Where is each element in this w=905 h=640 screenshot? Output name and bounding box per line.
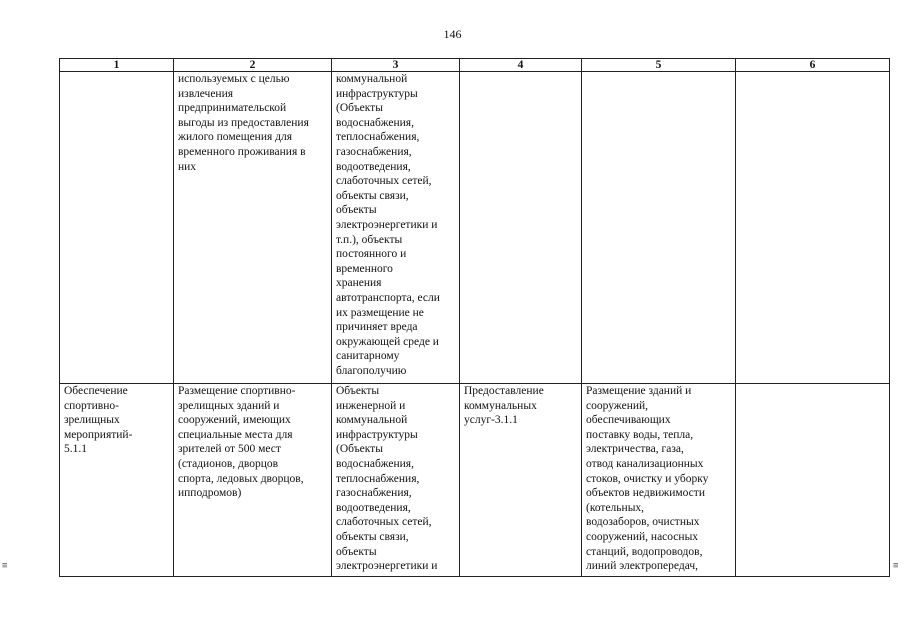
table-cell [582, 72, 736, 384]
table-cell [736, 72, 890, 384]
table-cell [460, 72, 582, 384]
column-header-4: 4 [460, 59, 582, 72]
column-header-6: 6 [736, 59, 890, 72]
table-cell: используемых с целью извлечения предпринимательской выгоды из предоставления жилого помещения для временного проживания в них [174, 72, 332, 384]
right-edge-mark: ≡ [893, 561, 899, 571]
table-cell: Размещение зданий и сооружений, обеспечивающих поставку воды, тепла, электричества, газа, отвод канализационных стоков, очистку и уборку объектов недвижимости (котельных, водозаборов, очистных сооружений, насосных станций, водопроводов, линий электропередач, [582, 384, 736, 577]
page-number: 146 [443, 27, 462, 41]
table-row [60, 384, 890, 577]
land-use-table [59, 58, 890, 577]
column-header-5: 5 [582, 59, 736, 72]
column-header-3: 3 [332, 59, 460, 72]
table-cell: Обеспечение спортивно- зрелищных мероприятий- 5.1.1 [60, 384, 174, 577]
table-cell: Предоставление коммунальных услуг-3.1.1 [460, 384, 582, 577]
table-cell: Объекты инженерной и коммунальной инфраструктуры (Объекты водоснабжения, теплоснабжения, газоснабжения, водоотведения, слаботочных сетей, объекты связи, объекты электроэнергетики и [332, 384, 460, 577]
column-header-1: 1 [60, 59, 174, 72]
table-cell: коммунальной инфраструктуры (Объекты водоснабжения, теплоснабжения, газоснабжения, водоотведения, слаботочных сетей, объекты связи, объекты электроэнергетики и т.п.), объекты постоянного и временного хранения автотранспорта, если их размещение не причиняет вреда окружающей среде и санитарному благополучию [332, 72, 460, 384]
column-header-2: 2 [174, 59, 332, 72]
table-cell [736, 384, 890, 577]
table-header-row [60, 59, 890, 72]
table-cell: Размещение спортивно- зрелищных зданий и сооружений, имеющих специальные места для зрителей от 500 мест (стадионов, дворцов спорта, ледовых дворцов, ипподромов) [174, 384, 332, 577]
table-row [60, 72, 890, 384]
left-edge-mark: ≡ [2, 561, 8, 571]
table-cell [60, 72, 174, 384]
